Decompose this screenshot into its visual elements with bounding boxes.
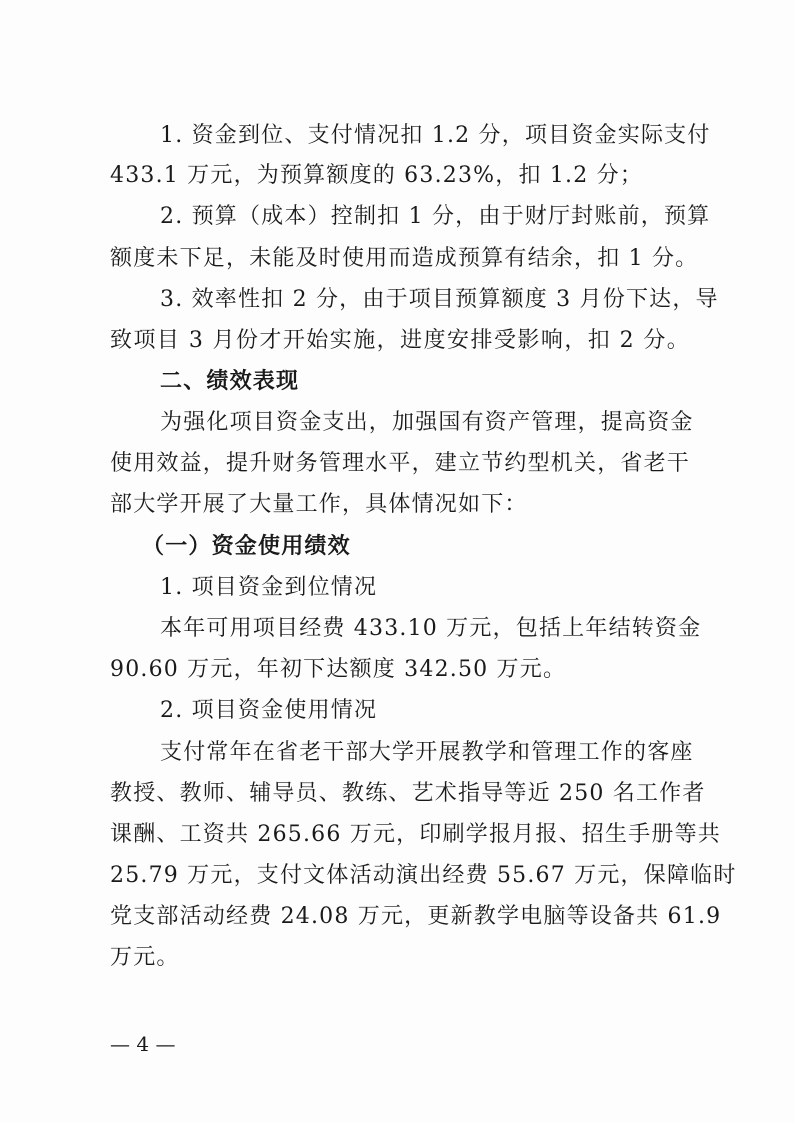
paragraph-line: 教授、教师、辅导员、教练、艺术指导等近 250 名工作者 xyxy=(110,781,706,806)
paragraph-line: 1. 资金到位、支付情况扣 1.2 分，项目资金实际支付 xyxy=(160,123,711,148)
section-heading: 二、绩效表现 xyxy=(160,369,300,394)
paragraph-line: 3. 效率性扣 2 分，由于项目预算额度 3 月份下达，导 xyxy=(160,287,719,312)
paragraph-line: 433.1 万元，为预算额度的 63.23%，扣 1.2 分； xyxy=(110,163,644,188)
paragraph-line: 为强化项目资金支出，加强国有资产管理，提高资金 xyxy=(160,410,694,435)
page-number: — 4 — xyxy=(110,1032,176,1056)
paragraph-line: 支付常年在省老干部大学开展教学和管理工作的客座 xyxy=(160,740,694,765)
item-heading: 2. 项目资金使用情况 xyxy=(160,698,378,723)
paragraph-line: 2. 预算（成本）控制扣 1 分，由于财厅封账前，预算 xyxy=(160,204,711,229)
paragraph-line: 课酬、工资共 265.66 万元，印刷学报月报、招生手册等共 xyxy=(110,822,721,847)
paragraph-line: 本年可用项目经费 433.10 万元，包括上年结转资金 xyxy=(160,616,702,641)
paragraph-line: 额度未下足，未能及时使用而造成预算有结余，扣 1 分。 xyxy=(110,246,699,271)
item-heading: 1. 项目资金到位情况 xyxy=(160,575,378,600)
paragraph-line: 党支部活动经费 24.08 万元，更新教学电脑等设备共 61.9 xyxy=(110,904,722,929)
subsection-heading: （一）资金使用绩效 xyxy=(142,534,351,559)
paragraph-line: 万元。 xyxy=(110,945,180,970)
paragraph-line: 90.60 万元，年初下达额度 342.50 万元。 xyxy=(110,657,567,682)
paragraph-line: 致项目 3 月份才开始实施，进度安排受影响，扣 2 分。 xyxy=(110,328,690,353)
paragraph-line: 部大学开展了大量工作，具体情况如下： xyxy=(110,492,528,517)
paragraph-line: 使用效益，提升财务管理水平，建立节约型机关，省老干 xyxy=(110,451,691,476)
paragraph-line: 25.79 万元，支付文体活动演出经费 55.67 万元，保障临时 xyxy=(110,863,737,888)
